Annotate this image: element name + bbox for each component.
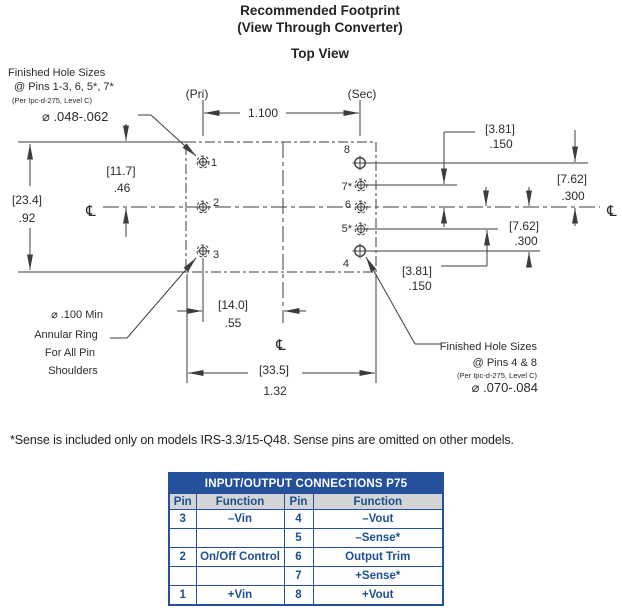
table-cell [169, 567, 196, 586]
table-cell: 3 [169, 510, 196, 529]
table-cell [196, 529, 284, 548]
pin-2-label: 2 [213, 197, 220, 209]
pin-8-label: 8 [343, 144, 350, 156]
annular-note-line3: For All Pin [44, 347, 96, 359]
dim-pin8-in-label: .300 [561, 189, 585, 203]
pin-8-pad [353, 156, 368, 171]
large-holes-note-line1: Finished Hole Sizes [439, 341, 537, 353]
col-header-function-right: Function [313, 494, 443, 510]
centerline-symbol-left: ℄ [86, 202, 96, 220]
centerline-symbol-bottom: ℄ [276, 336, 286, 354]
table-cell [196, 567, 284, 586]
table-row [169, 510, 443, 529]
leader-annular-ring [127, 258, 196, 338]
pin-5-pad [355, 223, 367, 235]
dim-pin5-mm-label: [3.81] [401, 264, 433, 278]
pri-label: (Pri) [185, 87, 209, 101]
pin-6-label: 6 [344, 199, 351, 211]
pin-7-label: 7* [341, 181, 352, 193]
table-cell: +Vin [196, 586, 284, 606]
pin-4-label: 4 [342, 258, 349, 270]
annular-note-line4: Shoulders [48, 365, 98, 377]
dim-pin7-in-label: .150 [489, 137, 513, 151]
table-title-row [169, 473, 443, 494]
dim-pin5-in-label: .150 [408, 279, 432, 293]
table-cell: –Vout [313, 510, 443, 529]
table-cell: 2 [169, 548, 196, 567]
table-row [169, 586, 443, 606]
pin-3-pad [197, 245, 209, 257]
dim-width-in-label: 1.32 [263, 384, 287, 398]
annular-note-line2: Annular Ring [34, 329, 98, 341]
table-cell: 8 [284, 586, 313, 606]
table-cell: 4 [284, 510, 313, 529]
small-holes-note-line3: (Per Ipc-d-275, Level C) [12, 96, 93, 105]
leader-small-holes [151, 115, 196, 156]
pin-2-pad [197, 201, 209, 213]
dim-pin4-in-label: .300 [514, 234, 538, 248]
sec-label: (Sec) [347, 87, 377, 101]
dim-height-in-label: .92 [18, 211, 36, 225]
dim-half-height-in-label: .46 [113, 181, 131, 195]
small-holes-note-line1: Finished Hole Sizes [8, 67, 106, 79]
title-line-2: (View Through Converter) [237, 20, 403, 35]
small-holes-diameter-value: ⌀ .048-.062 [42, 109, 109, 124]
table-row [169, 548, 443, 567]
pin-3-label: 3 [213, 249, 220, 261]
table-cell: 5 [284, 529, 313, 548]
table-cell: Output Trim [313, 548, 443, 567]
page-title-block [9, 2, 622, 36]
dim-pin4-mm-label: [7.62] [508, 219, 540, 233]
table-cell: +Sense* [313, 567, 443, 586]
table-title: INPUT/OUTPUT CONNECTIONS P75 [169, 473, 443, 494]
large-holes-note-line3: (Per Ipc-d-275, Level C) [456, 371, 537, 380]
pin-1-pad [197, 156, 209, 168]
table-cell: 1 [169, 586, 196, 606]
table-cell: On/Off Control [196, 548, 284, 567]
large-holes-note-line2: @ Pins 4 & 8 [472, 357, 537, 369]
col-header-pin-left: Pin [169, 494, 196, 510]
dim-pin8-mm-label: [7.62] [556, 172, 588, 186]
col-header-function-left: Function [196, 494, 284, 510]
table-cell: 6 [284, 548, 313, 567]
title-line-1: Recommended Footprint [240, 3, 400, 18]
table-cell [169, 529, 196, 548]
table-cell: +Vout [313, 586, 443, 606]
large-holes-diameter-value: ⌀ .070-.084 [471, 380, 538, 395]
dim-height-mm-label: [23.4] [11, 193, 43, 207]
table-cell: 7 [284, 567, 313, 586]
pin-7-pad [355, 179, 367, 191]
footprint-drawing [0, 60, 622, 405]
dim-half-height-mm-label: [11.7] [106, 164, 136, 178]
sense-footnote: *Sense is included only on models IRS-3.3/15-Q48. Sense pins are omitted on other models. [10, 433, 514, 447]
dim-width-mm-label: [33.5] [258, 363, 290, 377]
table-row [169, 567, 443, 586]
pin-5-label: 5* [341, 223, 352, 235]
pin-1-label: 1 [211, 157, 218, 169]
col-header-pin-right: Pin [284, 494, 313, 510]
annular-note-line1: ⌀ .100 Min [51, 309, 103, 321]
io-connections-table [168, 472, 444, 606]
small-holes-note-line2: @ Pins 1-3, 6, 5*, 7* [14, 81, 114, 93]
dim-half-width-in-label: .55 [224, 316, 242, 330]
pin-6-pad [355, 201, 367, 213]
title-top-view: Top View [290, 46, 349, 61]
pin-4-pad [353, 244, 368, 259]
table-cell: –Sense* [313, 529, 443, 548]
table-cell: –Vin [196, 510, 284, 529]
centerline-symbol-right: ℄ [607, 202, 617, 220]
dim-pin7-mm-label: [3.81] [484, 122, 516, 136]
dim-pitch-label: 1.100 [247, 106, 279, 120]
dim-half-width-mm-label: [14.0] [217, 298, 249, 312]
table-row [169, 529, 443, 548]
table-header-row [169, 494, 443, 510]
